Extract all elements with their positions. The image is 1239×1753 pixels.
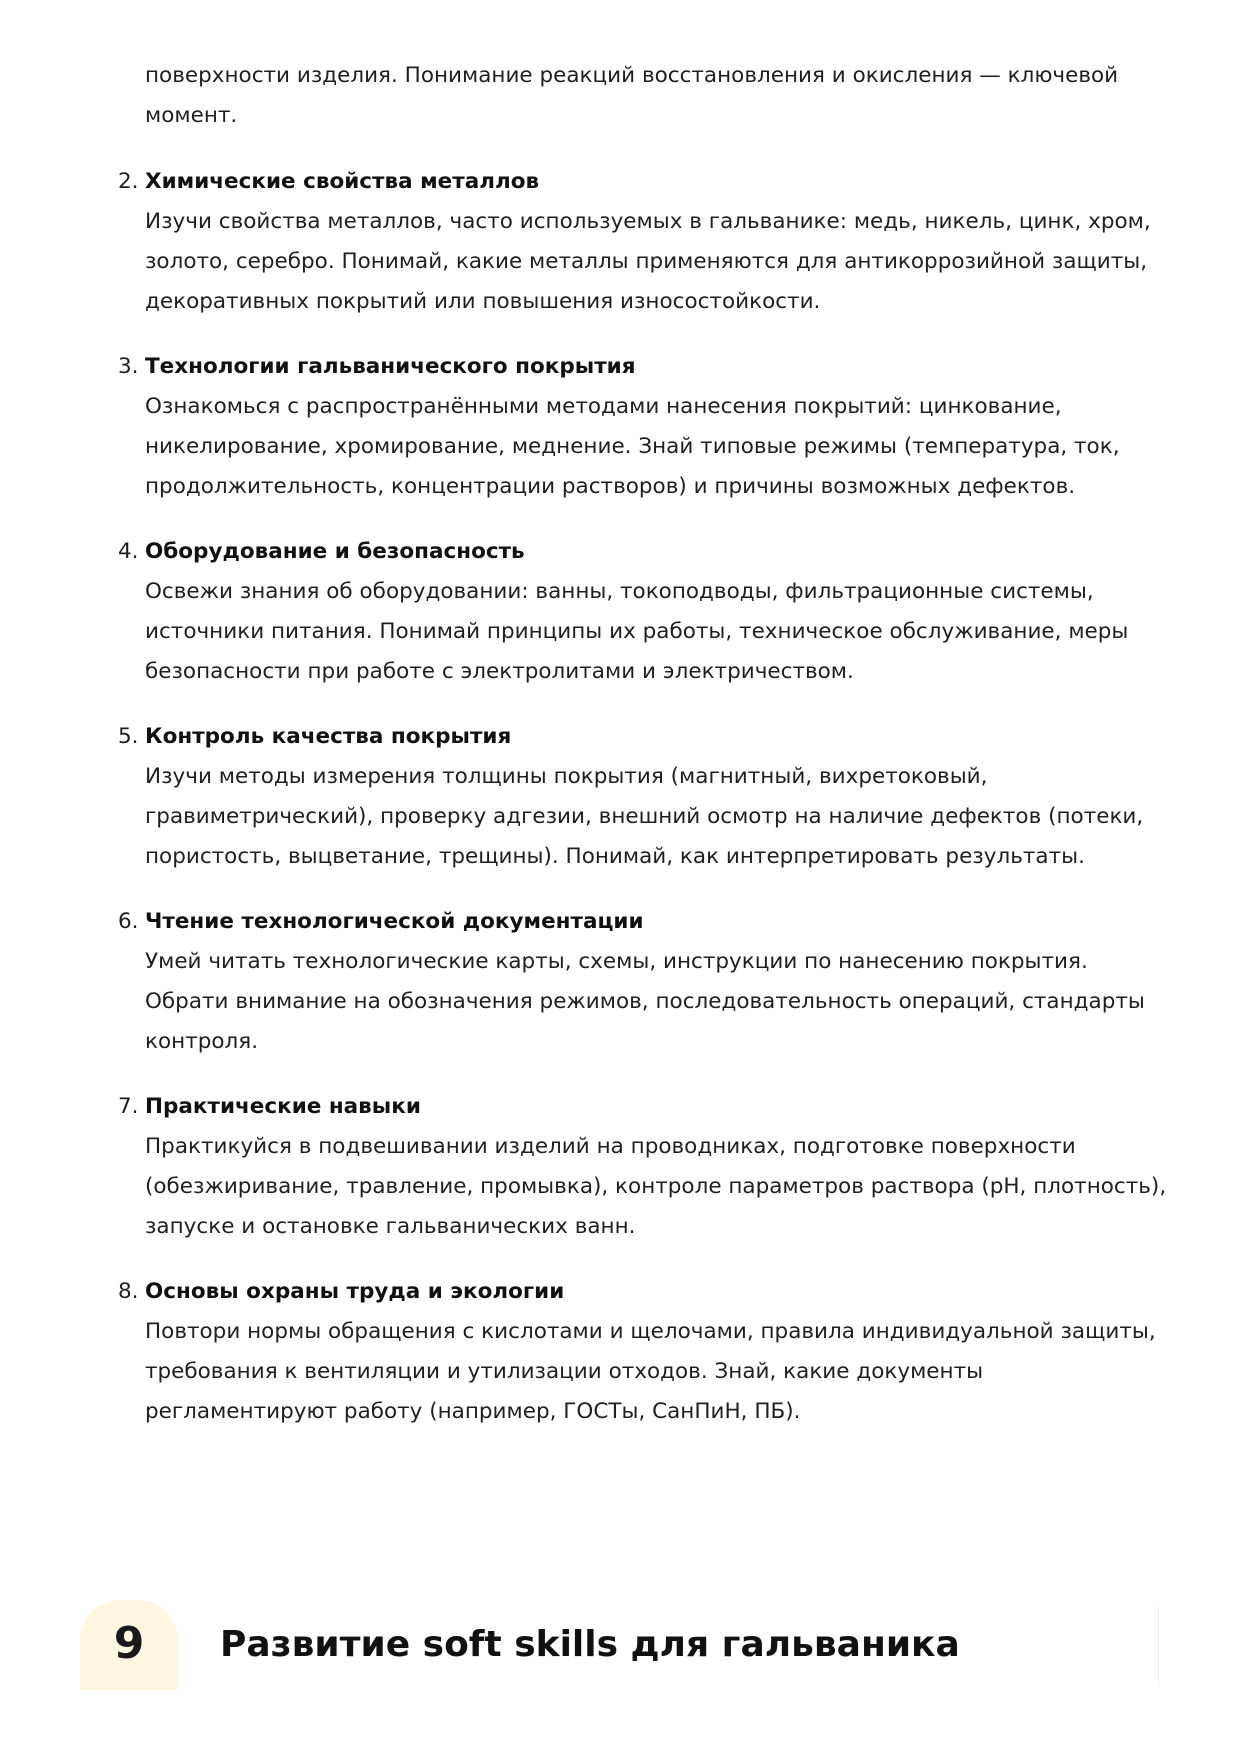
list-item-body: Практикуйся в подвешивании изделий на проводниках, подготовке поверхности (обезжиривание, травление, промывка), контроле параметров раствора (pH, плотность), запуске и остановке гальванических ванн. [145,1134,1167,1239]
list-item-title: Практические навыки [145,1094,421,1119]
chapter-header [80,1600,1159,1690]
list-item [118,347,1175,532]
list-item-number: 3. [118,354,139,379]
list-item-title: Технологии гальванического покрытия [145,354,636,379]
list-item [118,1087,1175,1272]
list-item-title: Химические свойства металлов [145,169,540,194]
list-item-number: 7. [118,1094,139,1119]
list-item [118,532,1175,717]
list-item [118,902,1175,1087]
list-item-title: Контроль качества покрытия [145,724,512,749]
list-item-title: Оборудование и безопасность [145,539,525,564]
list-item-number: 2. [118,169,139,194]
list-item [118,717,1175,902]
list-item-number: 8. [118,1279,139,1304]
chapter-number-badge [80,1600,178,1690]
list-item-body: Изучи свойства металлов, часто используемых в гальванике: медь, никель, цинк, хром, золото, серебро. Понимай, какие металлы применяются для антикоррозийной защиты, декоративных покрытий или повышения износостойкости. [145,209,1151,314]
list-item-number: 4. [118,539,139,564]
list-item-title: Основы охраны труда и экологии [145,1279,565,1304]
intro-paragraph: поверхности изделия. Понимание реакций восстановления и окисления — ключевой момент. [145,63,1119,128]
list-item-body: Освежи знания об оборудовании: ванны, токоподводы, фильтрационные системы, источники питания. Понимай принципы их работы, техническое обслуживание, меры безопасности при работе с электролитами и электричеством. [145,579,1129,684]
chapter-number: 9 [113,1618,145,1669]
list-item-title: Чтение технологической документации [145,909,644,934]
list-item-body: Повтори нормы обращения с кислотами и щелочами, правила индивидуальной защиты, требования к вентиляции и утилизации отходов. Знай, какие документы регламентируют работу (например, ГОСТы, СанПиН, ПБ). [145,1319,1156,1424]
list-item-number: 5. [118,724,139,749]
chapter-title: Развитие soft skills для гальваника [220,1624,960,1665]
list-item-body: Ознакомься с распространёнными методами нанесения покрытий: цинкование, никелирование, хромирование, меднение. Знай типовые режимы (температура, ток, продолжительность, концентрации растворов) и причины возможных дефектов. [145,394,1120,499]
list-item [118,162,1175,347]
list-item [118,1272,1175,1457]
list-item-number: 6. [118,909,139,934]
list-item-body: Умей читать технологические карты, схемы, инструкции по нанесению покрытия. Обрати внимание на обозначения режимов, последовательность операций, стандарты контроля. [145,949,1145,1054]
section-list [118,162,1175,1457]
list-item-body: Изучи методы измерения толщины покрытия (магнитный, вихретоковый, гравиметрический), проверку адгезии, внешний осмотр на наличие дефектов (потеки, пористость, выцветание, трещины). Понимай, как интерпретировать результаты. [145,764,1144,869]
header-divider [1158,1606,1159,1686]
